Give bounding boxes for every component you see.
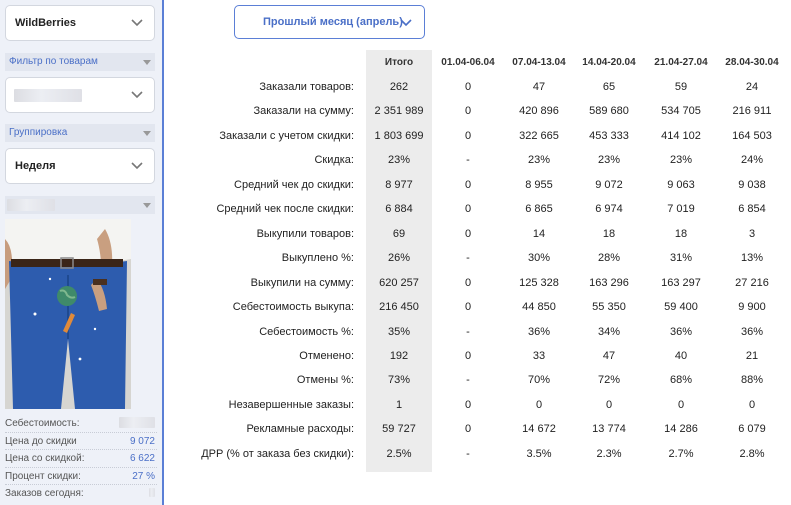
week-cell: 216 911 — [732, 105, 772, 118]
stat-row — [5, 485, 157, 503]
week-cell: 322 665 — [519, 129, 559, 142]
column-header-total: Итого — [384, 57, 414, 68]
week-cell: 125 328 — [519, 276, 559, 289]
week-cell: 34% — [597, 325, 621, 338]
week-cell: 3 — [748, 227, 756, 240]
table-row — [170, 417, 790, 442]
chevron-down-icon — [130, 15, 144, 29]
stat-value: 9 072 — [129, 435, 155, 447]
week-cell: 65 — [602, 81, 616, 93]
week-cell: 414 102 — [661, 129, 701, 142]
week-cell: 18 — [674, 227, 688, 240]
week-cell: 8 955 — [525, 178, 553, 191]
week-cell: 40 — [674, 349, 688, 362]
table-row — [170, 368, 790, 393]
chevron-down-icon — [130, 87, 144, 101]
row-label: Выкупили на сумму: — [250, 276, 354, 289]
week-cell: 163 296 — [589, 276, 629, 289]
week-cell: 55 350 — [592, 301, 626, 314]
column-header-week: 21.04-27.04 — [654, 57, 708, 68]
week-cell: 0 — [464, 203, 472, 216]
chevron-down-icon — [399, 15, 413, 29]
week-cell: - — [466, 154, 470, 167]
total-cell: 69 — [392, 227, 406, 240]
week-cell: 9 072 — [595, 178, 623, 191]
row-label: Отменено: — [299, 349, 354, 362]
week-cell: 23% — [527, 154, 551, 167]
period-select[interactable] — [234, 5, 425, 39]
week-cell: 0 — [748, 398, 756, 411]
grouping-section-label: Группировка — [9, 127, 68, 138]
collapse-triangle-icon — [143, 60, 151, 65]
column-header-week: 01.04-06.04 — [441, 57, 495, 68]
product-image — [5, 219, 131, 409]
total-cell: 23% — [387, 154, 411, 167]
week-cell: 0 — [464, 81, 472, 93]
week-cell: 23% — [669, 154, 693, 167]
week-cell: 36% — [740, 325, 764, 338]
week-cell: 88% — [740, 374, 764, 387]
table-row — [170, 197, 790, 222]
week-cell: 0 — [464, 349, 472, 362]
total-cell: 8 977 — [385, 178, 413, 191]
week-cell: 24 — [745, 81, 759, 93]
week-cell: 36% — [527, 325, 551, 338]
week-cell: 14 286 — [664, 423, 698, 436]
week-cell: 9 063 — [667, 178, 695, 191]
row-label: Отмены %: — [296, 374, 354, 387]
stat-row — [5, 415, 157, 433]
column-header-week: 07.04-13.04 — [512, 57, 566, 68]
total-cell: 73% — [387, 374, 411, 387]
week-cell: 0 — [464, 276, 472, 289]
stat-value: 6 622 — [129, 453, 155, 464]
week-cell: 163 297 — [661, 276, 701, 289]
total-cell: 192 — [389, 349, 409, 362]
total-cell: 1 803 699 — [374, 129, 424, 142]
week-cell: 2.7% — [668, 447, 694, 460]
week-cell: 59 — [674, 81, 688, 93]
week-cell: 0 — [464, 423, 472, 436]
grouping-select[interactable] — [5, 148, 155, 184]
week-cell: 31% — [669, 252, 693, 265]
sidebar — [0, 0, 164, 505]
week-cell: 6 854 — [738, 203, 766, 216]
week-cell: 3.5% — [526, 447, 552, 460]
grouping-section-header[interactable] — [5, 124, 155, 142]
filter-section-label: Фильтр по товарам — [9, 56, 98, 67]
row-label: Средний чек после скидки: — [216, 203, 354, 216]
total-cell: 2.5% — [386, 447, 412, 460]
week-cell: 0 — [535, 398, 543, 411]
row-label: Выкуплено %: — [281, 252, 354, 265]
week-cell: 36% — [669, 325, 693, 338]
total-cell: 620 257 — [379, 276, 419, 289]
row-label: Средний чек до скидки: — [234, 178, 354, 191]
table-row — [170, 393, 790, 418]
row-label: Себестоимость %: — [259, 325, 354, 338]
table-row — [170, 320, 790, 345]
marketplace-value: WildBerries — [15, 17, 77, 29]
total-cell: 1 — [395, 398, 403, 411]
stat-row — [5, 433, 157, 451]
table-row — [170, 148, 790, 173]
row-label: Скидка: — [314, 154, 354, 167]
stat-label: Заказов сегодня: — [5, 488, 84, 499]
week-cell: 68% — [669, 374, 693, 387]
week-cell: 24% — [740, 154, 764, 167]
total-cell: 26% — [387, 252, 411, 265]
week-cell: 534 705 — [661, 105, 701, 118]
stat-label: Процент скидки: — [5, 470, 81, 482]
table-row — [170, 246, 790, 271]
week-cell: 164 503 — [732, 129, 772, 142]
redacted-product-title — [7, 199, 55, 211]
week-cell: 13% — [740, 252, 764, 265]
row-label: Заказали на сумму: — [253, 105, 354, 118]
product-filter-select[interactable] — [5, 77, 155, 113]
collapse-triangle-icon — [143, 203, 151, 208]
week-cell: 453 333 — [589, 129, 629, 142]
filter-section-header[interactable] — [5, 53, 155, 71]
week-cell: 23% — [597, 154, 621, 167]
total-cell: 35% — [387, 325, 411, 338]
week-cell: 6 974 — [595, 203, 623, 216]
week-cell: 0 — [464, 301, 472, 314]
week-cell: 33 — [532, 349, 546, 362]
week-cell: 44 850 — [522, 301, 556, 314]
week-cell: 28% — [597, 252, 621, 265]
week-cell: - — [466, 325, 470, 338]
week-cell: 0 — [464, 398, 472, 411]
week-cell: - — [466, 374, 470, 387]
week-cell: 72% — [597, 374, 621, 387]
product-section-header[interactable] — [5, 196, 155, 214]
table-row — [170, 442, 790, 467]
week-cell: 13 774 — [592, 423, 626, 436]
week-cell: 21 — [745, 349, 759, 362]
table-row — [170, 99, 790, 124]
row-label: Заказали с учетом скидки: — [219, 129, 354, 142]
grouping-value: Неделя — [15, 160, 56, 172]
collapse-triangle-icon — [143, 131, 151, 136]
row-label: Незавершенные заказы: — [228, 398, 354, 411]
week-cell: 0 — [464, 227, 472, 240]
week-cell: 0 — [464, 105, 472, 118]
stat-value: 27 % — [132, 470, 155, 482]
week-cell: 47 — [602, 349, 616, 362]
table-row — [170, 173, 790, 198]
row-label: ДРР (% от заказа без скидки): — [201, 447, 354, 460]
stat-label: Цена со скидкой: — [5, 453, 85, 464]
week-cell: 9 038 — [738, 178, 766, 191]
column-header-week: 14.04-20.04 — [582, 57, 636, 68]
week-cell: - — [466, 447, 470, 460]
table-row — [170, 295, 790, 320]
stat-label: Цена до скидки — [5, 435, 77, 447]
table-row — [170, 271, 790, 296]
week-cell: 30% — [527, 252, 551, 265]
marketplace-select[interactable] — [5, 5, 155, 41]
week-cell: 420 896 — [519, 105, 559, 118]
week-cell: 0 — [677, 398, 685, 411]
week-cell: 6 079 — [738, 423, 766, 436]
table-row — [170, 124, 790, 149]
week-cell: 0 — [464, 178, 472, 191]
week-cell: 2.8% — [739, 447, 765, 460]
chevron-down-icon — [130, 158, 144, 172]
week-cell: - — [466, 252, 470, 265]
total-cell: 2 351 989 — [374, 105, 424, 118]
week-cell: 0 — [464, 129, 472, 142]
total-cell: 216 450 — [379, 301, 419, 314]
table-row — [170, 222, 790, 247]
total-cell: 262 — [389, 81, 409, 93]
week-cell: 9 900 — [738, 301, 766, 314]
week-cell: 14 — [532, 227, 546, 240]
week-cell: 589 680 — [589, 105, 629, 118]
row-label: Заказали товаров: — [259, 81, 354, 93]
table-row — [170, 344, 790, 369]
table-row — [170, 75, 790, 100]
week-cell: 27 216 — [735, 276, 769, 289]
period-value: Прошлый месяц (апрель) — [263, 16, 403, 28]
column-header-week: 28.04-30.04 — [725, 57, 779, 68]
row-label: Выкупили товаров: — [256, 227, 354, 240]
row-label: Рекламные расходы: — [246, 423, 354, 436]
redacted-product-name — [14, 89, 82, 102]
week-cell: 59 400 — [664, 301, 698, 314]
week-cell: 14 672 — [522, 423, 556, 436]
week-cell: 18 — [602, 227, 616, 240]
week-cell: 0 — [605, 398, 613, 411]
week-cell: 7 019 — [667, 203, 695, 216]
week-cell: 47 — [532, 81, 546, 93]
stat-row — [5, 468, 157, 486]
redacted-orders-today — [149, 488, 155, 497]
week-cell: 70% — [527, 374, 551, 387]
stat-label: Себестоимость: — [5, 418, 80, 429]
total-cell: 6 884 — [385, 203, 413, 216]
week-cell: 2.3% — [596, 447, 622, 460]
total-cell: 59 727 — [382, 423, 416, 436]
row-label: Себестоимость выкупа: — [232, 301, 354, 314]
product-stats — [5, 415, 157, 503]
stat-row — [5, 450, 157, 468]
week-cell: 6 865 — [525, 203, 553, 216]
redacted-cost — [119, 417, 155, 428]
